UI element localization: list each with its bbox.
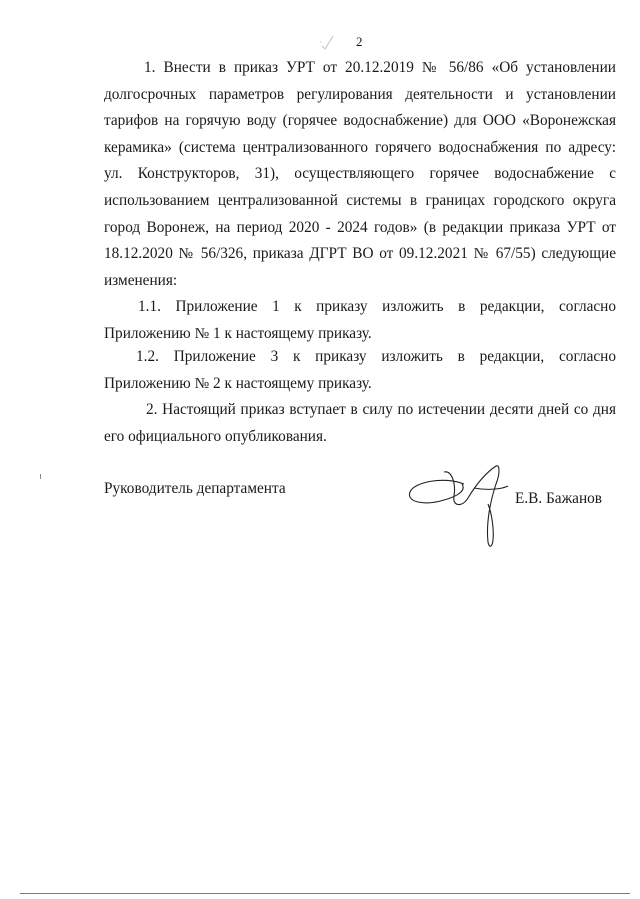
paragraph-appendix-3: 1.2. Приложение 3 к приказу изложить в редакции, согласно Приложению № 2 к настоящему приказу.: [104, 348, 616, 392]
signatory-name: Е.В. Бажанов: [515, 490, 603, 507]
margin-mark: [40, 474, 41, 479]
bottom-border-line: [20, 893, 630, 894]
check-mark-icon: [318, 32, 338, 52]
signatory-title: Руководитель департамента: [104, 480, 286, 497]
paragraph-appendix-1: 1.1. Приложение 1 к приказу изложить в редакции, согласно Приложению № 1 к настоящему приказу.: [104, 298, 616, 342]
handwritten-signature: [404, 454, 514, 554]
page-number: 2: [356, 34, 363, 49]
paragraph-amendment: 1. Внести в приказ УРТ от 20.12.2019 № 56/86 «Об установлении долгосрочных параметров регулирования деятельности и установлении тарифов на горячую воду (горячее водоснабжение) для ООО «Воронежская керамика» (система централизованного горячего водоснабжения по адресу: ул. Конструкторов, 31), осуществляющего горячее водоснабжение с использованием централизованной системы в границах городского округа город Воронеж, на период 2020 - 2024 годов» (в редакции приказа УРТ от 18.12.2020 № 56/326, приказа ДГРТ ВО от 09.12.2021 № 67/55) следующие изменения:: [104, 59, 616, 289]
paragraph-effective-date: 2. Настоящий приказ вступает в силу по истечении десяти дней со дня его официального опубликования.: [104, 401, 616, 445]
